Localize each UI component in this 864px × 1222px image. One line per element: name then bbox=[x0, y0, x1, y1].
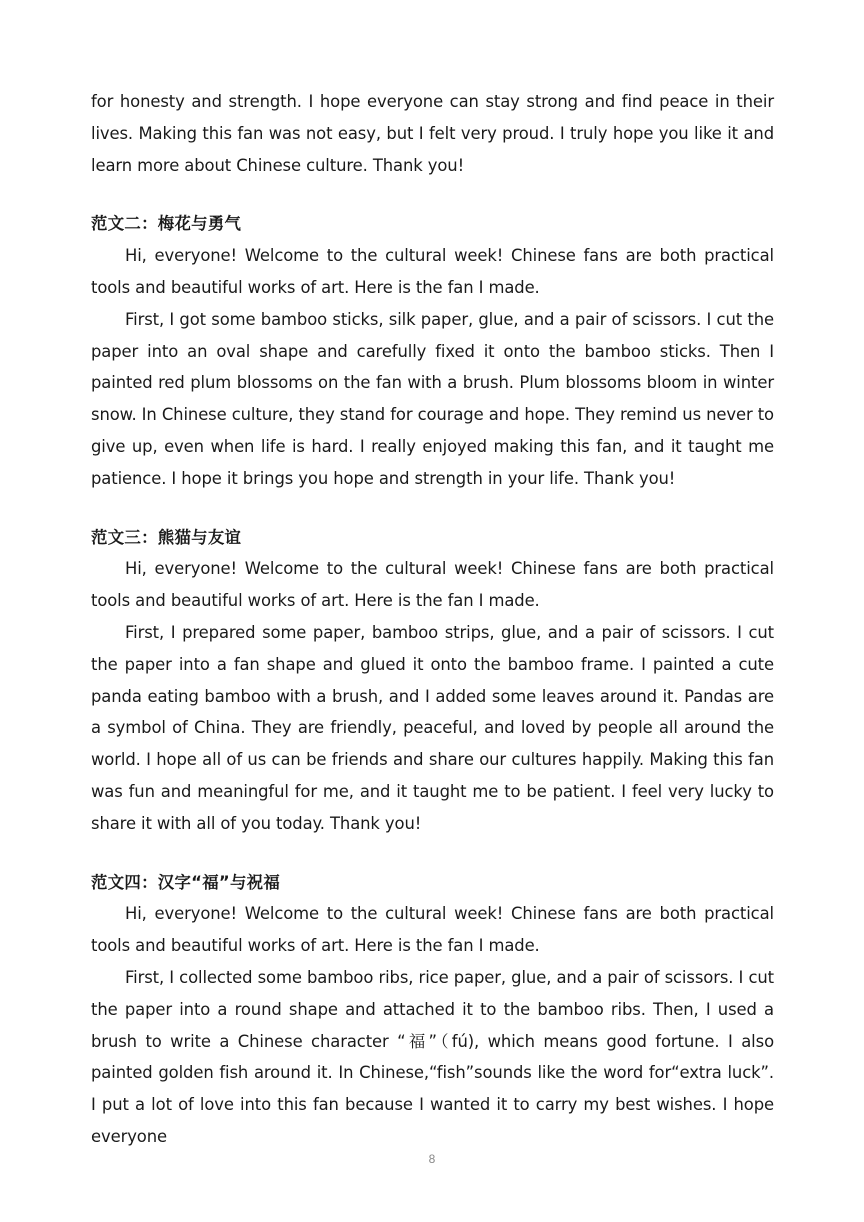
page-content bbox=[91, 86, 774, 1153]
section-paragraph: Hi, everyone! Welcome to the cultural week! Chinese fans are both practical tools and beautiful works of art. Here is the fan I made. bbox=[91, 904, 774, 956]
section-paragraph: Hi, everyone! Welcome to the cultural week! Chinese fans are both practical tools and beautiful works of art. Here is the fan I made. bbox=[91, 559, 774, 611]
section-paragraph: First, I got some bamboo sticks, silk paper, glue, and a pair of scissors. I cut the paper into an oval shape and carefully fixed it onto the bamboo sticks. Then I painted red plum blossoms on the fan with a brush. Plum blossoms bloom in winter snow. In Chinese culture, they stand for courage and hope. They remind us never to give up, even when life is hard. I really enjoyed making this fan, and it taught me patience. I hope it brings you hope and strength in your life. Thank you! bbox=[91, 309, 774, 488]
section-paragraph: First, I collected some bamboo ribs, rice paper, glue, and a pair of scissors. I cut the paper into a round shape and attached it to the bamboo ribs. Then, I used a brush to write a Chinese character “福”（fú), which means good fortune. I also painted golden fish around it. In Chinese,“fish”sounds like the word for“extra luck”. I put a lot of love into this fan because I wanted it to carry my best wishes. I hope everyone bbox=[91, 967, 774, 1146]
intro-continuation-paragraph: for honesty and strength. I hope everyone can stay strong and find peace in their lives. Making this fan was not easy, but I felt very proud. I truly hope you like it and learn more about Chinese culture. Thank you! bbox=[91, 92, 774, 175]
essay-section-4 bbox=[91, 867, 774, 1153]
essay-section-2 bbox=[91, 208, 774, 494]
section-paragraph: Hi, everyone! Welcome to the cultural week! Chinese fans are both practical tools and beautiful works of art. Here is the fan I made. bbox=[91, 246, 774, 297]
page-number: 8 bbox=[428, 1152, 436, 1166]
section-heading: 范文二：梅花与勇气 bbox=[91, 214, 242, 234]
section-heading: 范文四：汉字“福”与祝福 bbox=[91, 872, 281, 892]
section-heading: 范文三：熊猫与友谊 bbox=[91, 527, 242, 547]
section-paragraph: First, I prepared some paper, bamboo strips, glue, and a pair of scissors. I cut the paper into a fan shape and glued it onto the bamboo frame. I painted a cute panda eating bamboo with a brush, and I added some leaves around it. Pandas are a symbol of China. They are friendly, peaceful, and loved by people all around the world. I hope all of us can be friends and share our cultures happily. Making this fan was fun and meaningful for me, and it taught me to be patient. I feel very lucky to share it with all of you today. Thank you! bbox=[91, 622, 774, 833]
essay-section-3 bbox=[91, 522, 774, 840]
